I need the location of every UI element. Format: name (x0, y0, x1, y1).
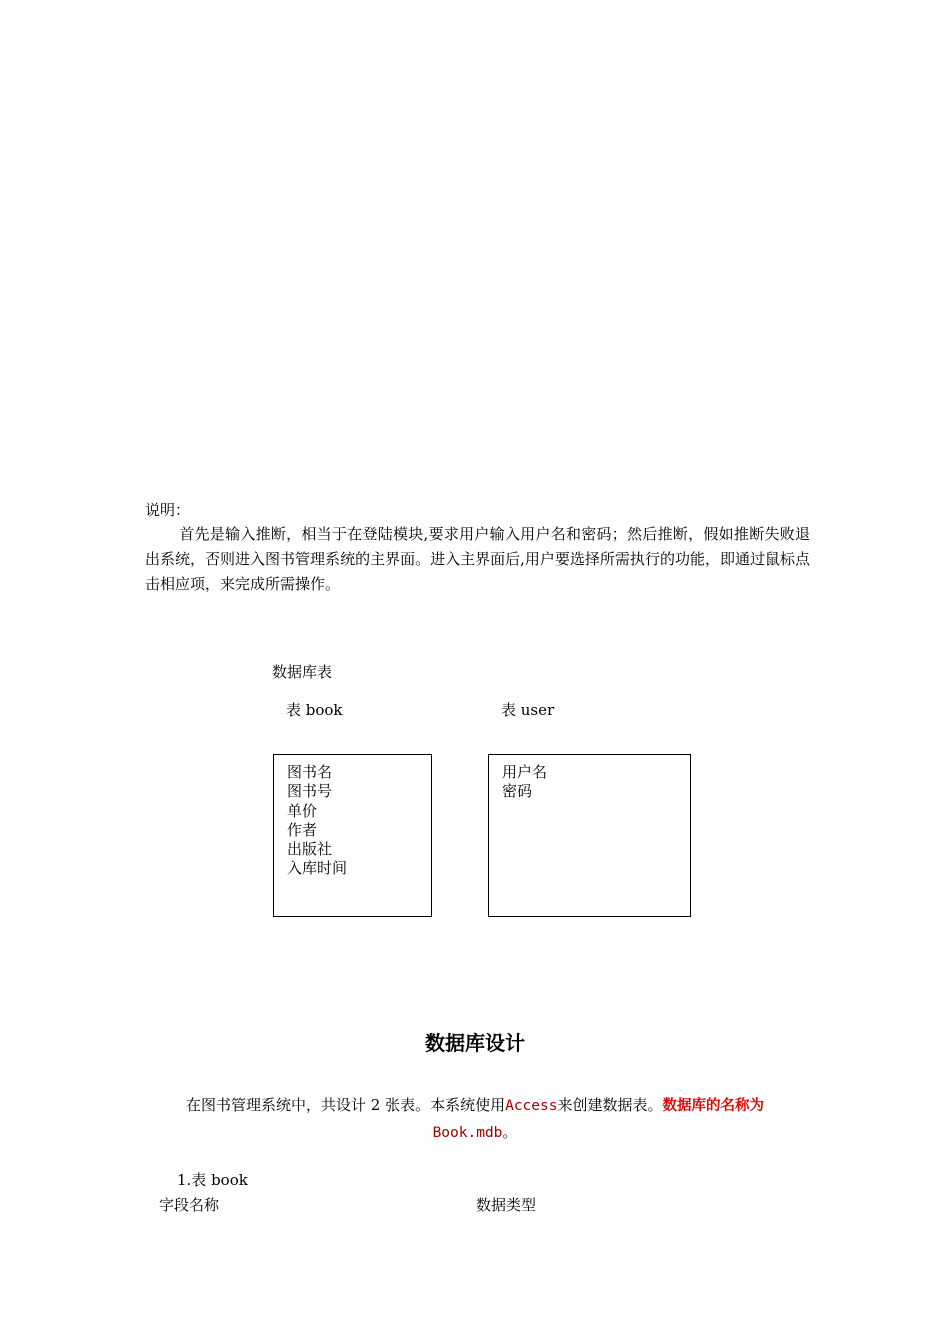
diagram-title: 数据库表 (272, 663, 333, 681)
table-book-label: 1.表 book (177, 1171, 248, 1189)
explanation-label: 说明： (145, 501, 191, 519)
explanation-paragraph (145, 522, 810, 597)
book-field: 单价 (287, 801, 318, 820)
book-field: 图书名 (287, 763, 333, 781)
explanation-text: 首先是输入推断，相当于在登陆模块,要求用户输入用户名和密码；然后推断，假如推断失败退出系统，否则进入图书管理系统的主界面。进入主界面后,用户要选择所需执行的功能，即通过鼠标点击相应项，来完成所需操作。 (145, 525, 810, 593)
intro-end: 。 (502, 1123, 518, 1141)
db-name-highlight: 数据库的名称为 (662, 1098, 764, 1114)
user-field: 密码 (502, 782, 533, 801)
book-table-box (273, 754, 432, 917)
access-term: Access (505, 1098, 558, 1114)
db-filename: Book.mdb (432, 1125, 503, 1141)
book-table-label: 表 book (286, 701, 343, 719)
user-table-label: 表 user (501, 701, 555, 719)
intro-text: 在图书管理系统中，共设计 2 张表。本系统使用 (186, 1096, 506, 1114)
book-field: 图书号 (287, 782, 333, 801)
book-field: 出版社 (287, 840, 333, 859)
section-heading: 数据库设计 (425, 1031, 525, 1055)
user-field: 用户名 (502, 763, 548, 781)
book-field: 入库时间 (287, 859, 348, 878)
intro-text: 来创建数据表。 (557, 1096, 663, 1114)
column-header-data-type: 数据类型 (476, 1196, 537, 1214)
user-table-box (488, 754, 691, 917)
column-header-field-name: 字段名称 (159, 1196, 220, 1214)
section-intro (145, 1092, 805, 1146)
book-field: 作者 (287, 820, 318, 839)
